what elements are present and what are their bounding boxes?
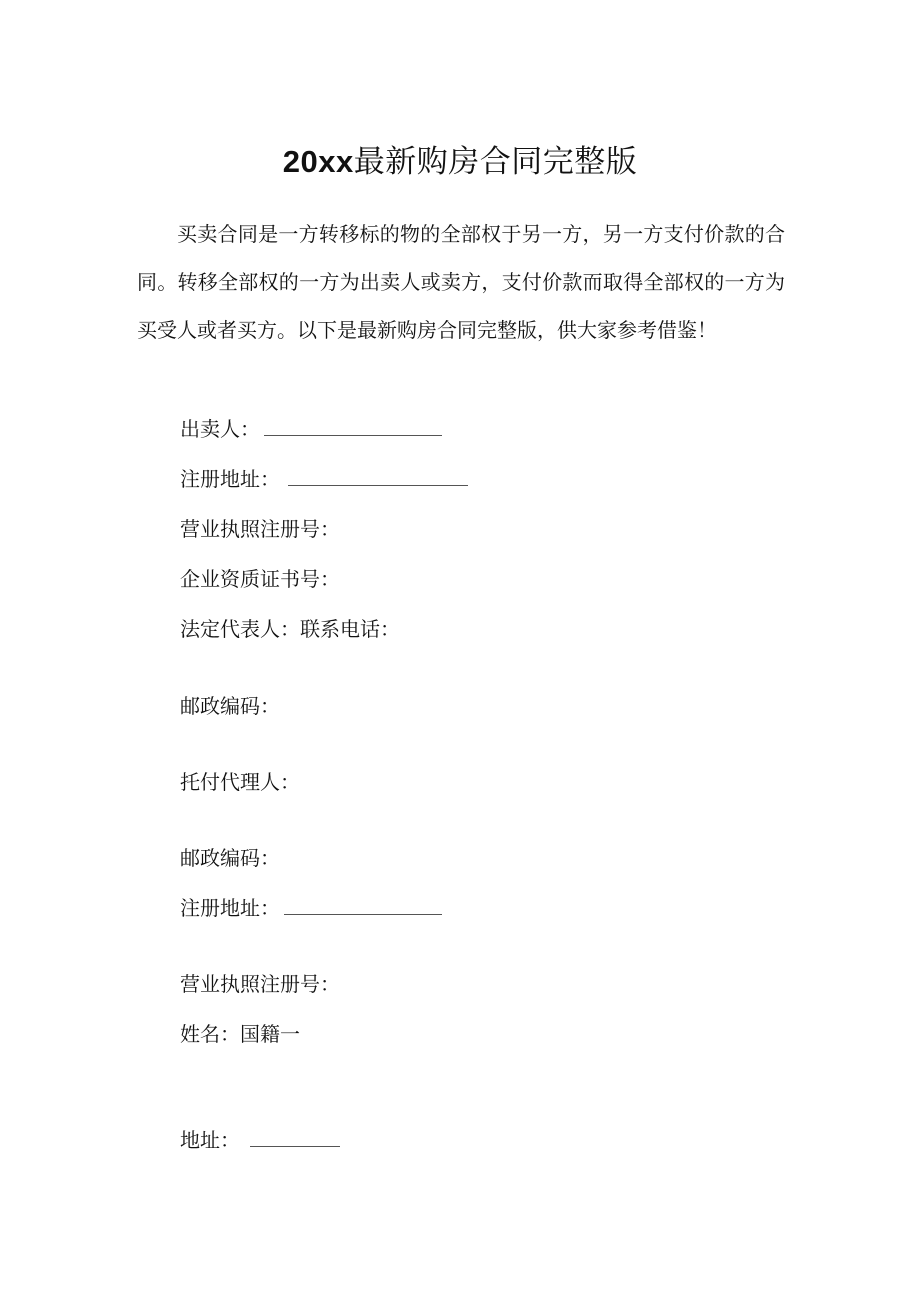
seller-address-blank bbox=[288, 467, 468, 486]
agent-postcode-field: 邮政编码： bbox=[180, 846, 280, 870]
address-field bbox=[180, 1125, 340, 1155]
seller-postcode-field: 邮政编码： bbox=[180, 694, 280, 718]
title-text: 最新购房合同完整版 bbox=[353, 144, 638, 180]
agent-address-label: 注册地址： bbox=[180, 896, 280, 920]
address-blank bbox=[250, 1128, 340, 1147]
agent-license-field: 营业执照注册号： bbox=[180, 972, 340, 996]
agent-address-blank bbox=[284, 896, 442, 915]
seller-blank bbox=[264, 417, 442, 436]
name-nationality-field: 姓名：国籍一 bbox=[180, 1022, 300, 1046]
address-label: 地址： bbox=[180, 1128, 240, 1152]
seller-address-field bbox=[180, 464, 468, 494]
seller-field bbox=[180, 414, 442, 444]
agent-field: 托付代理人： bbox=[180, 770, 300, 794]
title-number: 20xx bbox=[282, 144, 354, 179]
document-title bbox=[0, 140, 920, 184]
seller-qualification-field: 企业资质证书号： bbox=[180, 567, 340, 591]
seller-address-label: 注册地址： bbox=[180, 467, 280, 491]
seller-legal-rep-field: 法定代表人：联系电话： bbox=[180, 617, 400, 641]
seller-license-field: 营业执照注册号： bbox=[180, 517, 340, 541]
seller-label: 出卖人： bbox=[180, 417, 260, 441]
intro-paragraph: 买卖合同是一方转移标的物的全部权于另一方，另一方支付价款的合同。转移全部权的一方为出卖人或卖方，支付价款而取得全部权的一方为买受人或者买方。以下是最新购房合同完整版，供大家参考借鉴！ bbox=[137, 222, 785, 342]
agent-address-field bbox=[180, 893, 442, 923]
